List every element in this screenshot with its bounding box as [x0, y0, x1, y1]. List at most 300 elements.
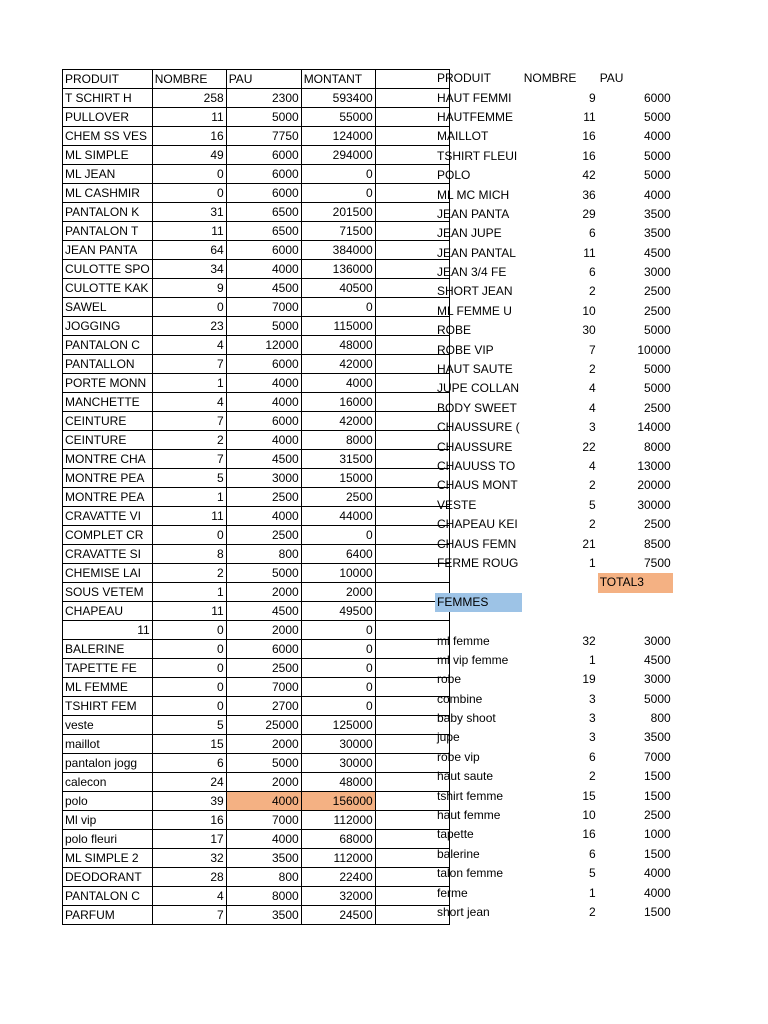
left-nombre-cell[interactable]: 32 [152, 849, 226, 868]
right-nombre-cell[interactable]: 6 [589, 265, 596, 280]
left-produit-cell[interactable]: BALERINE [63, 640, 153, 659]
right-pau-cell[interactable]: 3500 [643, 226, 671, 241]
right-nombre-cell[interactable]: 2 [589, 517, 596, 532]
left-montant-cell[interactable]: 15000 [301, 469, 375, 488]
left-produit-cell[interactable]: CULOTTE SPO [63, 260, 153, 279]
right-produit-cell[interactable]: ml femme [437, 633, 490, 648]
left-produit-cell[interactable]: CHAPEAU [63, 602, 153, 621]
right-pau-cell[interactable]: 8000 [643, 439, 671, 454]
left-pau-cell[interactable]: 6000 [226, 640, 301, 659]
right-nombre-cell[interactable]: 1 [589, 652, 596, 667]
left-produit-cell[interactable]: PANTALON C [63, 336, 153, 355]
right-pau-cell[interactable]: 5000 [643, 381, 671, 396]
left-pau-cell[interactable]: 8000 [226, 887, 301, 906]
right-nombre-cell[interactable]: 15 [582, 788, 596, 803]
left-montant-cell[interactable]: 16000 [301, 393, 375, 412]
right-produit-cell[interactable]: ROBE [437, 323, 472, 338]
left-montant-cell[interactable]: 6400 [301, 545, 375, 564]
right-nombre-cell[interactable]: 3 [589, 691, 596, 706]
left-montant-cell[interactable]: 10000 [301, 564, 375, 583]
left-pau-cell[interactable]: 2700 [226, 697, 301, 716]
left-montant-cell[interactable]: 156000 [301, 792, 375, 811]
right-produit-cell[interactable]: VESTE [437, 497, 477, 512]
right-produit-cell[interactable]: HAUTFEMME [437, 109, 513, 124]
right-pau-cell[interactable]: 4000 [643, 187, 671, 202]
left-pau-cell[interactable]: 6000 [226, 165, 301, 184]
left-pau-cell[interactable]: 4500 [226, 602, 301, 621]
left-nombre-cell[interactable]: 0 [152, 678, 226, 697]
right-pau-cell[interactable]: 4500 [643, 245, 671, 260]
right-nombre-cell[interactable]: 2 [589, 362, 596, 377]
right-pau-cell[interactable]: 4000 [643, 866, 671, 881]
right-nombre-cell[interactable]: 42 [582, 168, 596, 183]
left-pau-cell[interactable]: 2500 [226, 526, 301, 545]
left-pau-cell[interactable]: 6000 [226, 241, 301, 260]
left-produit-cell[interactable]: ML SIMPLE [63, 146, 153, 165]
left-pau-cell[interactable]: 4000 [226, 830, 301, 849]
left-nombre-cell[interactable]: 0 [152, 659, 226, 678]
left-montant-cell[interactable]: 0 [301, 697, 375, 716]
right-empty-cell[interactable] [522, 593, 598, 612]
right-produit-cell[interactable]: tshirt femme [437, 788, 504, 803]
left-pau-cell[interactable]: 3500 [226, 849, 301, 868]
right-nombre-cell[interactable]: 4 [589, 400, 596, 415]
left-pau-cell[interactable]: 5000 [226, 317, 301, 336]
right-produit-cell[interactable]: MAILLOT [437, 129, 489, 144]
left-pau-cell[interactable]: 3000 [226, 469, 301, 488]
right-produit-cell[interactable]: TSHIRT FLEUI [437, 148, 518, 163]
left-nombre-cell[interactable]: 7 [152, 450, 226, 469]
right-produit-cell[interactable]: talon femme [437, 866, 504, 881]
left-nombre-cell[interactable]: 11 [152, 222, 226, 241]
left-produit-cell[interactable]: CHEMISE LAI [63, 564, 153, 583]
right-produit-cell[interactable]: JEAN 3/4 FE [437, 265, 507, 280]
left-montant-cell[interactable]: 0 [301, 526, 375, 545]
left-produit-cell[interactable]: MONTRE PEA [63, 469, 153, 488]
right-produit-cell[interactable]: CHAUUSS TO [437, 459, 516, 473]
left-montant-cell[interactable]: 0 [301, 184, 375, 203]
left-montant-cell[interactable]: 115000 [301, 317, 375, 336]
left-montant-cell[interactable]: 384000 [301, 241, 375, 260]
left-nombre-cell[interactable]: 64 [152, 241, 226, 260]
right-produit-cell[interactable]: HAUT SAUTE [437, 362, 513, 377]
right-produit-cell[interactable]: CHAUS FEMN [437, 536, 517, 551]
right-empty-cell[interactable] [435, 573, 522, 592]
right-produit-cell[interactable]: haut saute [437, 769, 494, 784]
right-nombre-cell[interactable]: 6 [589, 749, 596, 764]
left-montant-cell[interactable]: 2500 [301, 488, 375, 507]
right-produit-cell[interactable]: robe [437, 672, 462, 687]
right-empty-cell[interactable] [598, 612, 673, 631]
right-pau-cell[interactable]: 4000 [643, 885, 671, 900]
left-produit-cell[interactable]: calecon [63, 773, 153, 792]
right-nombre-cell[interactable]: 2 [589, 478, 596, 493]
left-nombre-cell[interactable]: 23 [152, 317, 226, 336]
right-produit-cell[interactable]: SHORT JEAN [437, 284, 513, 299]
right-nombre-cell[interactable]: 22 [582, 439, 596, 454]
right-nombre-cell[interactable]: 6 [589, 846, 596, 861]
left-nombre-cell[interactable]: 5 [152, 716, 226, 735]
right-nombre-cell[interactable]: 2 [589, 904, 596, 919]
left-nombre-cell[interactable]: 7 [152, 412, 226, 431]
left-produit-cell[interactable]: polo fleuri [63, 830, 153, 849]
right-pau-cell[interactable]: 2500 [643, 303, 671, 318]
right-produit-cell[interactable]: ROBE VIP [437, 342, 494, 357]
right-nombre-cell[interactable]: 5 [589, 497, 596, 512]
left-pau-cell[interactable]: 4000 [226, 374, 301, 393]
left-pau-cell[interactable]: 2500 [226, 659, 301, 678]
left-nombre-cell[interactable]: 258 [152, 89, 226, 108]
left-produit-cell[interactable]: CRAVATTE SI [63, 545, 153, 564]
right-produit-cell[interactable]: short jean [437, 904, 490, 919]
left-produit-cell[interactable]: JOGGING [63, 317, 153, 336]
left-pau-cell[interactable]: 2000 [226, 621, 301, 640]
right-produit-cell[interactable]: ML MC MICH [437, 187, 510, 202]
left-nombre-cell[interactable]: 49 [152, 146, 226, 165]
left-nombre-cell[interactable]: 5 [152, 469, 226, 488]
left-montant-cell[interactable]: 22400 [301, 868, 375, 887]
left-montant-cell[interactable]: 124000 [301, 127, 375, 146]
left-produit-cell[interactable]: PULLOVER [63, 108, 153, 127]
left-pau-cell[interactable]: 25000 [226, 716, 301, 735]
left-montant-cell[interactable]: 44000 [301, 507, 375, 526]
left-montant-cell[interactable]: 0 [301, 165, 375, 184]
left-montant-cell[interactable]: 30000 [301, 754, 375, 773]
right-produit-cell[interactable]: CHAUSSURE [437, 439, 513, 454]
right-header-cell[interactable]: NOMBRE [523, 71, 577, 86]
left-montant-cell[interactable]: 42000 [301, 412, 375, 431]
right-produit-cell[interactable]: ml vip femme [437, 652, 509, 667]
right-produit-cell[interactable]: FERME ROUG [437, 555, 519, 570]
left-pau-cell[interactable]: 2000 [226, 773, 301, 792]
left-pau-cell[interactable]: 7000 [226, 678, 301, 697]
left-pau-cell[interactable]: 800 [226, 868, 301, 887]
left-pau-cell[interactable]: 6000 [226, 355, 301, 374]
left-nombre-cell[interactable]: 0 [152, 621, 226, 640]
left-nombre-cell[interactable]: 24 [152, 773, 226, 792]
left-nombre-cell[interactable]: 15 [152, 735, 226, 754]
left-nombre-cell[interactable]: 0 [152, 298, 226, 317]
left-nombre-cell[interactable]: 7 [152, 906, 226, 925]
left-nombre-cell[interactable]: 11 [152, 108, 226, 127]
left-header-cell[interactable]: NOMBRE [152, 70, 226, 89]
left-montant-cell[interactable]: 42000 [301, 355, 375, 374]
left-nombre-cell[interactable]: 11 [152, 602, 226, 621]
left-montant-cell[interactable]: 2000 [301, 583, 375, 602]
left-montant-cell[interactable]: 48000 [301, 773, 375, 792]
right-pau-cell[interactable]: 2500 [643, 400, 671, 415]
left-nombre-cell[interactable]: 28 [152, 868, 226, 887]
right-nombre-cell[interactable]: 19 [582, 672, 596, 687]
left-pau-cell[interactable]: 3500 [226, 906, 301, 925]
left-pau-cell[interactable]: 6500 [226, 222, 301, 241]
right-pau-cell[interactable]: 10000 [637, 342, 671, 357]
right-empty-cell[interactable] [522, 573, 598, 592]
left-produit-cell[interactable]: PANTALON T [63, 222, 153, 241]
left-produit-cell[interactable]: ML JEAN [63, 165, 153, 184]
left-pau-cell[interactable]: 6500 [226, 203, 301, 222]
right-pau-cell[interactable]: 2500 [643, 808, 671, 823]
right-pau-cell[interactable]: 2500 [643, 517, 671, 532]
left-produit-cell[interactable]: PANTALLON [63, 355, 153, 374]
right-pau-cell[interactable]: 6000 [643, 90, 671, 105]
left-montant-cell[interactable]: 0 [301, 640, 375, 659]
left-nombre-cell[interactable]: 9 [152, 279, 226, 298]
left-produit-cell[interactable]: MONTRE PEA [63, 488, 153, 507]
right-header-cell[interactable]: PAU [599, 71, 624, 86]
left-pau-cell[interactable]: 6000 [226, 184, 301, 203]
right-pau-cell[interactable]: 1500 [643, 846, 671, 861]
right-produit-cell[interactable]: POLO [437, 168, 471, 183]
left-header-cell[interactable]: PRODUIT [63, 70, 153, 89]
right-pau-cell[interactable]: 13000 [637, 459, 671, 473]
left-pau-cell[interactable]: 7000 [226, 811, 301, 830]
left-pau-cell[interactable]: 2500 [226, 488, 301, 507]
left-produit-cell[interactable]: Ml vip [63, 811, 153, 830]
section-label-cell[interactable]: FEMMES [435, 593, 522, 612]
right-nombre-cell[interactable]: 16 [582, 827, 596, 842]
left-pau-cell[interactable]: 800 [226, 545, 301, 564]
right-pau-cell[interactable]: 8500 [643, 536, 671, 551]
left-pau-cell[interactable]: 4000 [226, 393, 301, 412]
right-produit-cell[interactable]: CHAUSSURE ( [437, 420, 520, 435]
left-montant-cell[interactable]: 55000 [301, 108, 375, 127]
right-produit-cell[interactable]: JEAN PANTA [437, 206, 510, 221]
right-produit-cell[interactable]: JEAN JUPE [437, 226, 502, 241]
left-montant-cell[interactable]: 24500 [301, 906, 375, 925]
left-montant-cell[interactable]: 32000 [301, 887, 375, 906]
left-produit-cell[interactable]: JEAN PANTA [63, 241, 153, 260]
left-nombre-cell[interactable]: 6 [152, 754, 226, 773]
left-header-cell[interactable]: MONTANT [301, 70, 375, 89]
right-produit-cell[interactable]: JUPE COLLAN [437, 381, 520, 396]
left-montant-cell[interactable]: 125000 [301, 716, 375, 735]
left-montant-cell[interactable]: 294000 [301, 146, 375, 165]
right-header-cell[interactable]: PRODUIT [437, 71, 491, 86]
left-nombre-cell[interactable]: 1 [152, 583, 226, 602]
right-pau-cell[interactable]: 5000 [643, 323, 671, 338]
right-produit-cell[interactable]: ML FEMME U [437, 303, 512, 318]
right-pau-cell[interactable]: 5000 [643, 362, 671, 377]
right-pau-cell[interactable]: 800 [650, 711, 671, 726]
left-pau-cell[interactable]: 7000 [226, 298, 301, 317]
right-produit-cell[interactable]: robe vip [437, 749, 480, 764]
right-produit-cell[interactable]: haut femme [437, 808, 501, 823]
left-nombre-cell[interactable]: 0 [152, 640, 226, 659]
left-nombre-cell[interactable]: 31 [152, 203, 226, 222]
right-nombre-cell[interactable]: 30 [582, 323, 596, 338]
left-nombre-cell[interactable]: 0 [152, 165, 226, 184]
left-pau-cell[interactable]: 4000 [226, 431, 301, 450]
left-pau-cell[interactable]: 5000 [226, 564, 301, 583]
left-produit-cell[interactable]: T SCHIRT H [63, 89, 153, 108]
right-pau-cell[interactable]: 14000 [637, 420, 671, 435]
left-nombre-cell[interactable]: 2 [152, 431, 226, 450]
right-nombre-cell[interactable]: 3 [589, 711, 596, 726]
left-nombre-cell[interactable]: 0 [152, 184, 226, 203]
right-pau-cell[interactable]: 3000 [643, 633, 671, 648]
right-nombre-cell[interactable]: 11 [583, 109, 596, 124]
left-nombre-cell[interactable]: 4 [152, 336, 226, 355]
left-pau-cell[interactable]: 2300 [226, 89, 301, 108]
left-produit-cell[interactable]: TAPETTE FE [63, 659, 153, 678]
left-produit-cell[interactable]: MONTRE CHA [63, 450, 153, 469]
right-pau-cell[interactable]: 3500 [643, 206, 671, 221]
right-nombre-cell[interactable]: 4 [589, 459, 596, 473]
left-montant-cell[interactable]: 40500 [301, 279, 375, 298]
left-produit-cell[interactable]: polo [63, 792, 153, 811]
left-pau-cell[interactable]: 2000 [226, 735, 301, 754]
right-nombre-cell[interactable]: 32 [582, 633, 596, 648]
right-produit-cell[interactable]: balerine [437, 846, 480, 861]
left-pau-cell[interactable]: 6000 [226, 146, 301, 165]
left-produit-cell[interactable]: SAWEL [63, 298, 153, 317]
left-produit-cell[interactable]: COMPLET CR [63, 526, 153, 545]
right-nombre-cell[interactable]: 10 [582, 303, 596, 318]
left-montant-cell[interactable]: 0 [301, 659, 375, 678]
right-produit-cell[interactable]: baby shoot [437, 711, 496, 726]
left-produit-cell[interactable]: PANTALON C [63, 887, 153, 906]
right-nombre-cell[interactable]: 6 [589, 226, 596, 241]
right-nombre-cell[interactable]: 10 [582, 808, 596, 823]
left-produit-cell[interactable]: veste [63, 716, 153, 735]
left-produit-cell[interactable]: CRAVATTE VI [63, 507, 153, 526]
left-nombre-cell[interactable]: 1 [152, 488, 226, 507]
left-nombre-cell[interactable]: 1 [152, 374, 226, 393]
left-nombre-cell[interactable]: 39 [152, 792, 226, 811]
right-pau-cell[interactable]: 7500 [643, 555, 671, 570]
left-pau-cell[interactable]: 2000 [226, 583, 301, 602]
left-montant-cell[interactable]: 0 [301, 678, 375, 697]
right-nombre-cell[interactable]: 7 [589, 342, 596, 357]
left-montant-cell[interactable]: 31500 [301, 450, 375, 469]
left-pau-cell[interactable]: 6000 [226, 412, 301, 431]
left-produit-cell[interactable]: PORTE MONN [63, 374, 153, 393]
left-pau-cell[interactable]: 5000 [226, 754, 301, 773]
right-nombre-cell[interactable]: 36 [582, 187, 596, 202]
left-nombre-cell[interactable]: 0 [152, 697, 226, 716]
right-produit-cell[interactable]: CHAPEAU KEI [437, 517, 518, 532]
left-montant-cell[interactable]: 112000 [301, 811, 375, 830]
left-pau-cell[interactable]: 5000 [226, 108, 301, 127]
left-pau-cell[interactable]: 4000 [226, 260, 301, 279]
left-produit-cell[interactable]: pantalon jogg [63, 754, 153, 773]
right-nombre-cell[interactable]: 5 [589, 866, 596, 881]
left-produit-cell[interactable]: PANTALON K [63, 203, 153, 222]
left-nombre-cell[interactable]: 16 [152, 127, 226, 146]
right-pau-cell[interactable]: 1500 [643, 788, 671, 803]
right-nombre-cell[interactable]: 1 [589, 885, 596, 900]
left-nombre-cell[interactable]: 11 [152, 507, 226, 526]
right-nombre-cell[interactable]: 29 [582, 206, 596, 221]
left-pau-cell[interactable]: 4000 [226, 507, 301, 526]
total-label-cell[interactable]: TOTAL3 [598, 573, 673, 592]
right-pau-cell[interactable]: 20000 [637, 478, 671, 493]
left-nombre-cell[interactable]: 4 [152, 393, 226, 412]
right-pau-cell[interactable]: 5000 [643, 168, 671, 183]
right-produit-cell[interactable]: HAUT FEMMI [437, 90, 512, 105]
left-nombre-cell[interactable]: 2 [152, 564, 226, 583]
left-nombre-cell[interactable]: 16 [152, 811, 226, 830]
right-empty-cell[interactable] [435, 612, 522, 631]
left-produit-cell[interactable]: ML FEMME [63, 678, 153, 697]
left-montant-cell[interactable]: 30000 [301, 735, 375, 754]
left-montant-cell[interactable]: 0 [301, 298, 375, 317]
right-empty-cell[interactable] [522, 612, 598, 631]
left-montant-cell[interactable]: 593400 [301, 89, 375, 108]
right-pau-cell[interactable]: 5000 [643, 109, 671, 124]
right-pau-cell[interactable]: 1500 [643, 904, 671, 919]
right-nombre-cell[interactable]: 3 [589, 730, 596, 745]
right-pau-cell[interactable]: 1000 [643, 827, 671, 842]
right-produit-cell[interactable]: combine [437, 691, 483, 706]
left-produit-cell[interactable]: maillot [63, 735, 153, 754]
left-pau-cell[interactable]: 7750 [226, 127, 301, 146]
left-nombre-cell[interactable]: 34 [152, 260, 226, 279]
right-produit-cell[interactable]: ferme [437, 885, 468, 900]
left-header-cell[interactable]: PAU [226, 70, 301, 89]
right-produit-cell[interactable]: BODY SWEET [437, 400, 517, 415]
left-produit-cell[interactable]: SOUS VETEM [63, 583, 153, 602]
left-produit-cell[interactable]: 11 [63, 621, 153, 640]
right-pau-cell[interactable]: 4000 [643, 129, 671, 144]
left-montant-cell[interactable]: 68000 [301, 830, 375, 849]
left-nombre-cell[interactable]: 17 [152, 830, 226, 849]
right-nombre-cell[interactable]: 16 [582, 148, 596, 163]
left-nombre-cell[interactable]: 0 [152, 526, 226, 545]
right-pau-cell[interactable]: 5000 [643, 691, 671, 706]
left-montant-cell[interactable]: 0 [301, 621, 375, 640]
left-nombre-cell[interactable]: 8 [152, 545, 226, 564]
right-produit-cell[interactable]: tapette [437, 827, 474, 842]
left-montant-cell[interactable]: 112000 [301, 849, 375, 868]
left-montant-cell[interactable]: 136000 [301, 260, 375, 279]
left-pau-cell[interactable]: 4000 [226, 792, 301, 811]
right-nombre-cell[interactable]: 1 [589, 555, 596, 570]
left-montant-cell[interactable]: 49500 [301, 602, 375, 621]
left-produit-cell[interactable]: TSHIRT FEM [63, 697, 153, 716]
left-produit-cell[interactable]: MANCHETTE [63, 393, 153, 412]
left-produit-cell[interactable]: ML SIMPLE 2 [63, 849, 153, 868]
right-pau-cell[interactable]: 3000 [643, 265, 671, 280]
left-nombre-cell[interactable]: 4 [152, 887, 226, 906]
right-nombre-cell[interactable]: 2 [589, 769, 596, 784]
left-montant-cell[interactable]: 4000 [301, 374, 375, 393]
right-produit-cell[interactable]: jupe [437, 730, 460, 745]
right-nombre-cell[interactable]: 3 [589, 420, 596, 435]
left-pau-cell[interactable]: 12000 [226, 336, 301, 355]
right-produit-cell[interactable]: CHAUS MONT [437, 478, 518, 493]
left-montant-cell[interactable]: 8000 [301, 431, 375, 450]
right-pau-cell[interactable]: 3000 [643, 672, 671, 687]
right-pau-cell[interactable]: 3500 [643, 730, 671, 745]
left-montant-cell[interactable]: 48000 [301, 336, 375, 355]
left-produit-cell[interactable]: DEODORANT [63, 868, 153, 887]
left-produit-cell[interactable]: CHEM SS VES [63, 127, 153, 146]
right-pau-cell[interactable]: 1500 [643, 769, 671, 784]
right-pau-cell[interactable]: 4500 [643, 652, 671, 667]
left-produit-cell[interactable]: CULOTTE KAK [63, 279, 153, 298]
left-pau-cell[interactable]: 4500 [226, 450, 301, 469]
right-nombre-cell[interactable]: 11 [583, 245, 596, 260]
right-pau-cell[interactable]: 7000 [643, 749, 671, 764]
right-pau-cell[interactable]: 30000 [637, 497, 671, 512]
left-pau-cell[interactable]: 4500 [226, 279, 301, 298]
right-nombre-cell[interactable]: 21 [582, 536, 596, 551]
left-produit-cell[interactable]: CEINTURE [63, 412, 153, 431]
right-pau-cell[interactable]: 5000 [643, 148, 671, 163]
right-produit-cell[interactable]: JEAN PANTAL [437, 245, 516, 260]
